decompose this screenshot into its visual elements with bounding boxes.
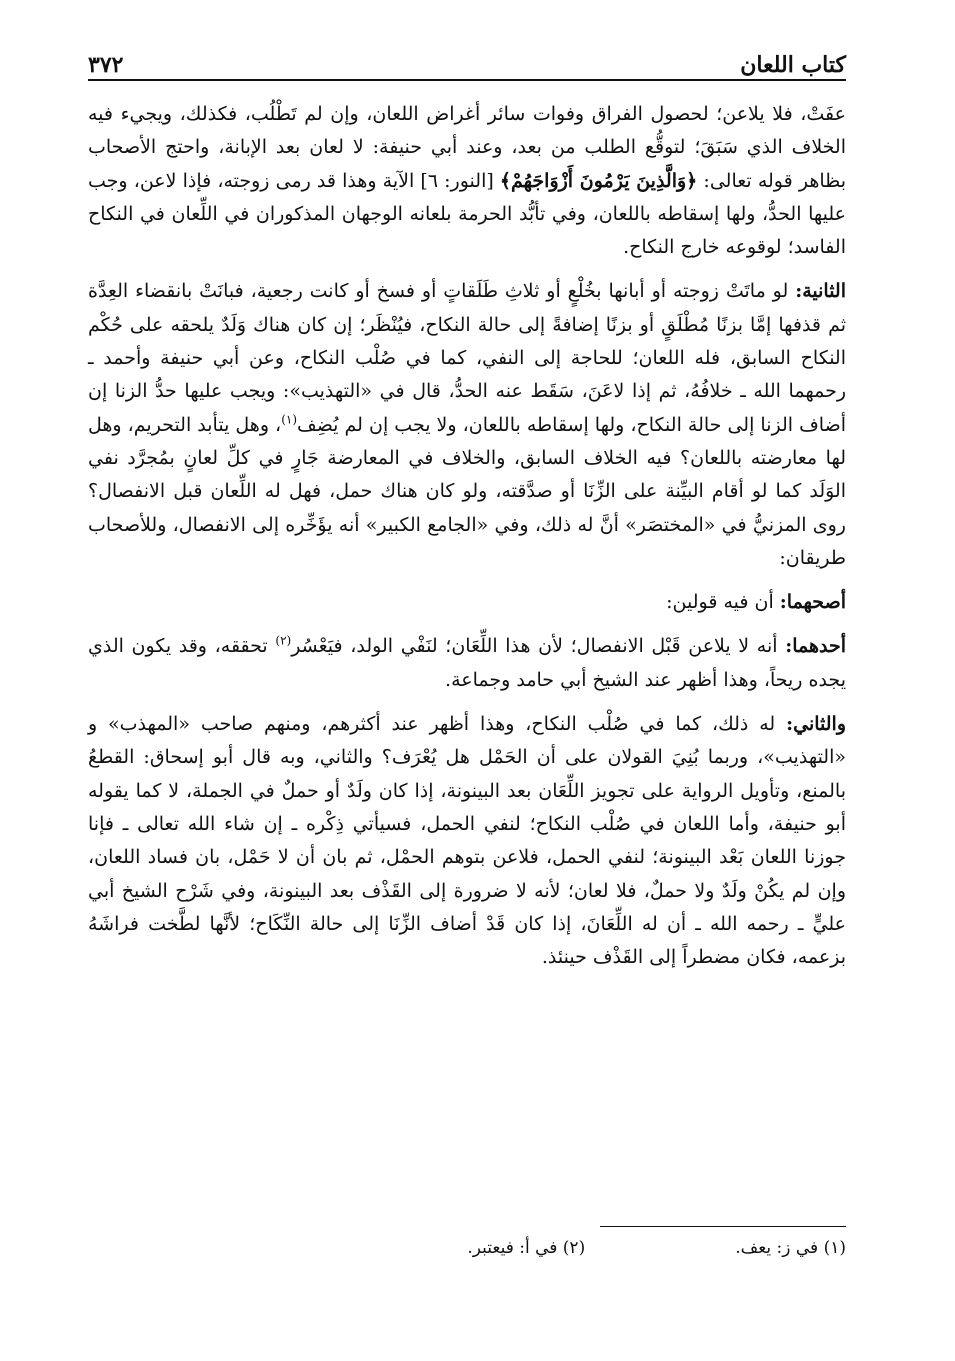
paragraph-1-text: عفَتْ، فلا يلاعن؛ لحصول الفراق وفوات سائر أغراض اللعان، وإن لم تَطْلُب، فكذلك، ويجيء فيه الخلاف الذي سَبَقَ؛ لتوقُّع الطلب من بعد، وعند أبي حنيفة: لا لعان بعد الإبانة، واحتج الأصحاب بظاهر قوله تعالى:: [88, 103, 846, 192]
paragraph-4-text-cont: تحققه، وقد يكون الذي يجده ريحاً، وهذا أظهر عند الشيخ أبي حامد وجماعة.: [88, 635, 846, 691]
main-text: [88, 98, 846, 985]
paragraph-2-text-cont: ، وهل يتأبد التحريم، وهل لها معارضته باللعان؟ فيه الخلاف السابق، والخلاف في المعارضة جَارٍ في كلِّ لعانٍ بمُجرَّد نفي الوَلَد كما لو أقام البيِّنة على الزِّنَا أو صدَّقته، ولو كان هناك حمل، فهل له اللِّعان قبل الانفصال؟ روى المزنيُّ في «المختصَر» أنَّ له ذلك، وفي «الجامع الكبير» أنه يؤَخِّره إلى الانفصال، وللأصحاب طريقان:: [88, 413, 846, 569]
paragraph-4-lead: أحدهما:: [785, 635, 846, 658]
paragraph-2-lead: الثانية:: [795, 280, 846, 303]
header-rule: [88, 79, 846, 81]
paragraph-2-text: لو ماتَتْ زوجته أو أبانها بخُلْعٍ أو ثلاثِ طَلَقاتٍ أو فسخ أو كانت رجعية، فبانَتْ بانقضاء العِدَّة ثم قذفها إمَّا بزنًا مُطْلَقٍ أو بزنًا إضافةً إلى حالة النكاح، فيُنْظَر؛ إن كان هناك وَلَدٌ يلحقه على حُكْم النكاح السابق، فله اللعان؛ للحاجة إلى النفي، كما في صُلْب النكاح، وعن أبي حنيفة وأحمد ـ رحمهما الله ـ خلافُهُ، ثم إذا لاعَنَ، سَقَط عنه الحدُّ، قال في «التهذيب»: ويجب عليها حدُّ الزنا إن أضاف الزنا إلى حالة النكاح، ولها إسقاطه باللعان، ولا يجب إن لم يُضِف: [88, 280, 846, 436]
paragraph-5-lead: والثاني:: [786, 713, 846, 736]
paragraph-3: [88, 586, 846, 619]
paragraph-1: [88, 98, 846, 264]
paragraph-3-text: أن فيه قولين:: [666, 591, 780, 614]
paragraph-5-text: له ذلك، كما في صُلْب النكاح، وهذا أظهر عند أكثرهم، ومنهم صاحب «المهذب» و «التهذيب»، وربما بُنِيَ القولان على أن الحَمْل هل يُعْرَف؟ والثاني، وبه قال أبو إسحاق: القطعُ بالمنع، وتأويل الرواية على تجويز اللِّعَان بعد البينونة، إذا كان ولَدٌ أو حملٌ في الجملة، لا كما يقوله أبو حنيفة، وأما اللعان في صُلْب النكاح؛ لنفي الحمل، فسيأتي ذِكْره ـ إن شاء الله تعالى ـ فإنا جوزنا اللعان بَعْد البينونة؛ لنفي الحمل، فلاعن بتوهم الحمْل، ثم بان أن لا حَمْل، بان فساد اللعان، وإن لم يكُنْ ولَدٌ ولا حملٌ، فلا لعان؛ لأنه لا ضرورة إلى القَذْف بعد البينونة، وفي شَرْح الشيخ أبي عليٍّ ـ رحمه الله ـ أن له اللِّعَانَ، إذا كان قَدْ أضاف الزِّنَا إلى حالة النِّكَاح؛ لأنَّها لطَّخت فراشَهُ بزعمه، فكان مضطراً إلى القَذْف حينئذ.: [88, 713, 846, 969]
chapter-title: كتاب اللعان: [740, 52, 846, 78]
paragraph-3-lead: أصحهما:: [779, 591, 846, 614]
footnote-ref-1: (١): [281, 412, 298, 427]
paragraph-4-text: أنه لا يلاعن قَبْل الانفصال؛ لأن هذا اللِّعَان؛ لنَفْي الولد، فيَعْسُر: [291, 635, 786, 658]
paragraph-1-text-cont: [النور: ٦] الآية وهذا قد رمى زوجته، فإذا لاعن، وجب عليها الحدُّ، ولها إسقاطه باللعان، وفي تأبُّد الحرمة بلعانه الوجهان المذكوران في اللِّعان في النكاح الفاسد؛ لوقوعه خارج النكاح.: [88, 169, 846, 259]
footnotes: [88, 1238, 846, 1258]
paragraph-5: [88, 708, 846, 974]
paragraph-4: [88, 630, 846, 697]
page-header: [88, 38, 846, 78]
footnote-1: (١) في ز: يعف.: [735, 1238, 846, 1258]
footnote-ref-2: (٢): [275, 634, 292, 649]
page-number: ٣٧٢: [88, 52, 124, 78]
footnote-rule: [600, 1226, 846, 1227]
quran-verse: ﴿وَالَّذِينَ يَرْمُونَ أَزْوَاجَهُمْ﴾: [499, 169, 698, 192]
footnote-2: (٢) في أ: فيعتبر.: [467, 1238, 586, 1258]
paragraph-2: [88, 275, 846, 575]
